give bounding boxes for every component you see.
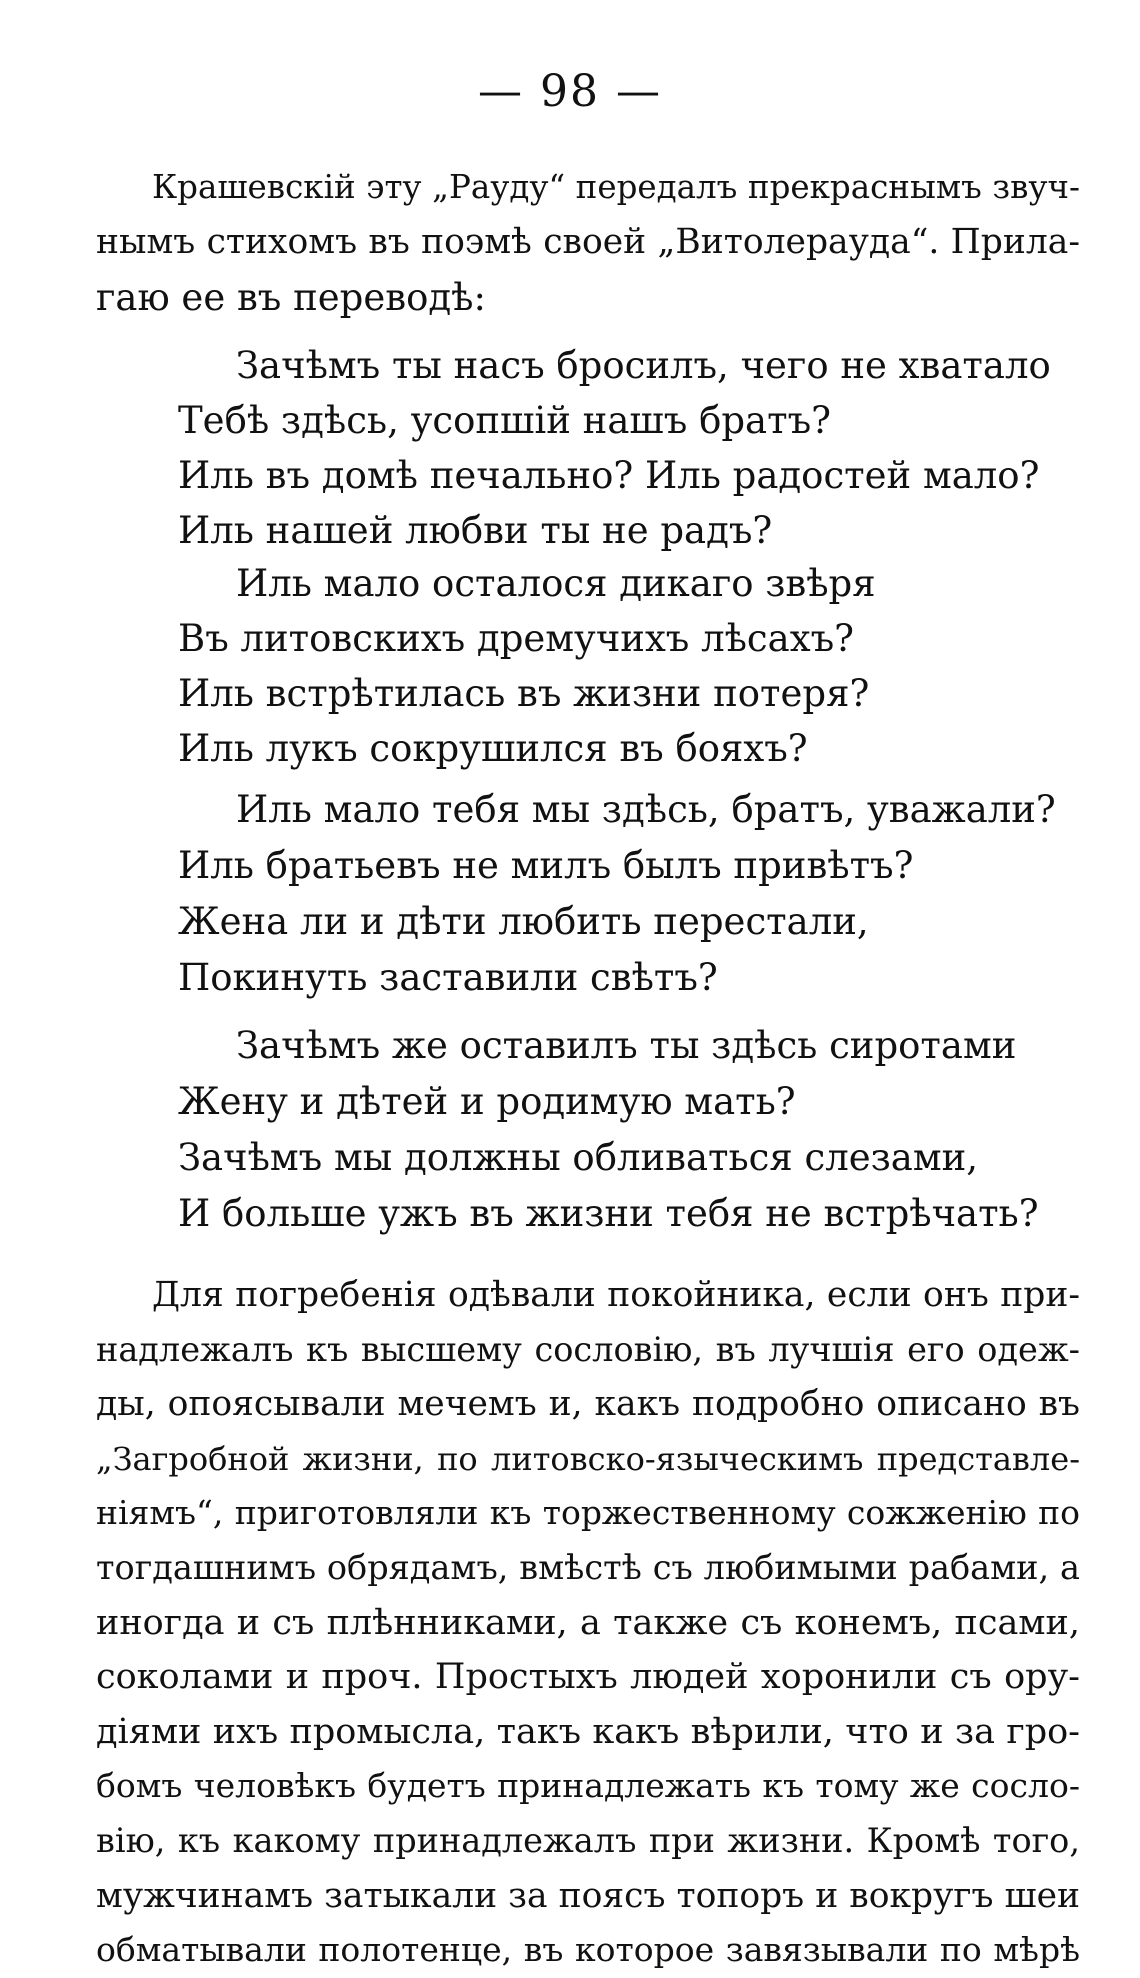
poem-line: Иль лукъ сокрушился въ бояхъ? xyxy=(178,727,808,770)
poem-line: Въ литовскихъ дремучихъ лѣсахъ? xyxy=(178,617,854,660)
intro-line: гаю ее въ переводѣ: xyxy=(96,276,486,319)
poem-line: Иль братьевъ не милъ былъ привѣтъ? xyxy=(178,844,914,887)
poem-line: Иль въ домѣ печально? Иль радостей мало? xyxy=(178,454,1040,497)
poem-line: Зачѣмъ же оставилъ ты здѣсь сиротами xyxy=(236,1024,1017,1067)
body-line: ды, опоясывали мечемъ и, какъ подробно описано въ xyxy=(96,1384,1080,1425)
body-line: соколами и проч. Простыхъ людей хоронили съ ору- xyxy=(96,1657,1080,1698)
poem-line: Иль нашей любви ты не радъ? xyxy=(178,509,773,552)
poem-stanza xyxy=(178,782,1056,1006)
body-line: діями ихъ промысла, такъ какъ вѣрили, что и за гро- xyxy=(96,1711,1080,1752)
intro-paragraph xyxy=(96,160,1080,325)
poem-line: Тебѣ здѣсь, усопшій нашъ братъ? xyxy=(178,399,831,442)
poem-line: Жена ли и дѣти любить перестали, xyxy=(178,900,869,943)
body-line: бомъ человѣкъ будетъ принадлежать къ тому же сосло- xyxy=(96,1766,1080,1806)
poem-line: И больше ужъ въ жизни тебя не встрѣчать? xyxy=(178,1192,1039,1235)
body-line: вію, къ какому принадлежалъ при жизни. Кромѣ того, xyxy=(96,1820,1080,1860)
poem-line: Иль мало осталося дикаго звѣря xyxy=(236,562,876,605)
body-line: надлежалъ къ высшему сословію, въ лучшія его одеж- xyxy=(96,1329,1080,1369)
page-number: — 98 — xyxy=(478,66,662,117)
poem-line: Покинуть заставили свѣтъ? xyxy=(178,956,718,999)
poem-stanza xyxy=(178,338,1051,558)
body-line: Для погребенія одѣвали покойника, если онъ при- xyxy=(152,1275,1080,1315)
body-line: обматывали полотенце, въ которое завязывали по мѣрѣ xyxy=(96,1930,1080,1970)
body-line: иногда и съ плѣнниками, а также съ конемъ, псами, xyxy=(96,1602,1080,1643)
body-paragraph xyxy=(96,1268,1080,1978)
poem-line: Зачѣмъ мы должны обливаться слезами, xyxy=(178,1136,979,1179)
intro-line: Крашевскій эту „Рауду“ передалъ прекраснымъ звуч- xyxy=(152,168,1080,206)
poem-stanza xyxy=(178,556,876,776)
poem-line: Иль встрѣтилась въ жизни потеря? xyxy=(178,672,870,715)
poem-line: Жену и дѣтей и родимую мать? xyxy=(178,1080,796,1123)
body-line: тогдашнимъ обрядамъ, вмѣстѣ съ любимыми рабами, а xyxy=(96,1547,1080,1587)
intro-line: нымъ стихомъ въ поэмѣ своей „Витолерауда“. Прила- xyxy=(96,222,1080,262)
poem-line: Иль мало тебя мы здѣсь, братъ, уважали? xyxy=(236,788,1056,831)
body-line: ніямъ“, приготовляли къ торжественному сожженію по xyxy=(96,1493,1080,1533)
poem-line: Зачѣмъ ты насъ бросилъ, чего не хватало xyxy=(236,344,1051,387)
poem-stanza xyxy=(178,1018,1039,1242)
body-line: мужчинамъ затыкали за поясъ топоръ и вокругъ шеи xyxy=(96,1875,1080,1916)
body-line: „Загробной жизни, по литовско-языческимъ представле- xyxy=(96,1439,1080,1478)
